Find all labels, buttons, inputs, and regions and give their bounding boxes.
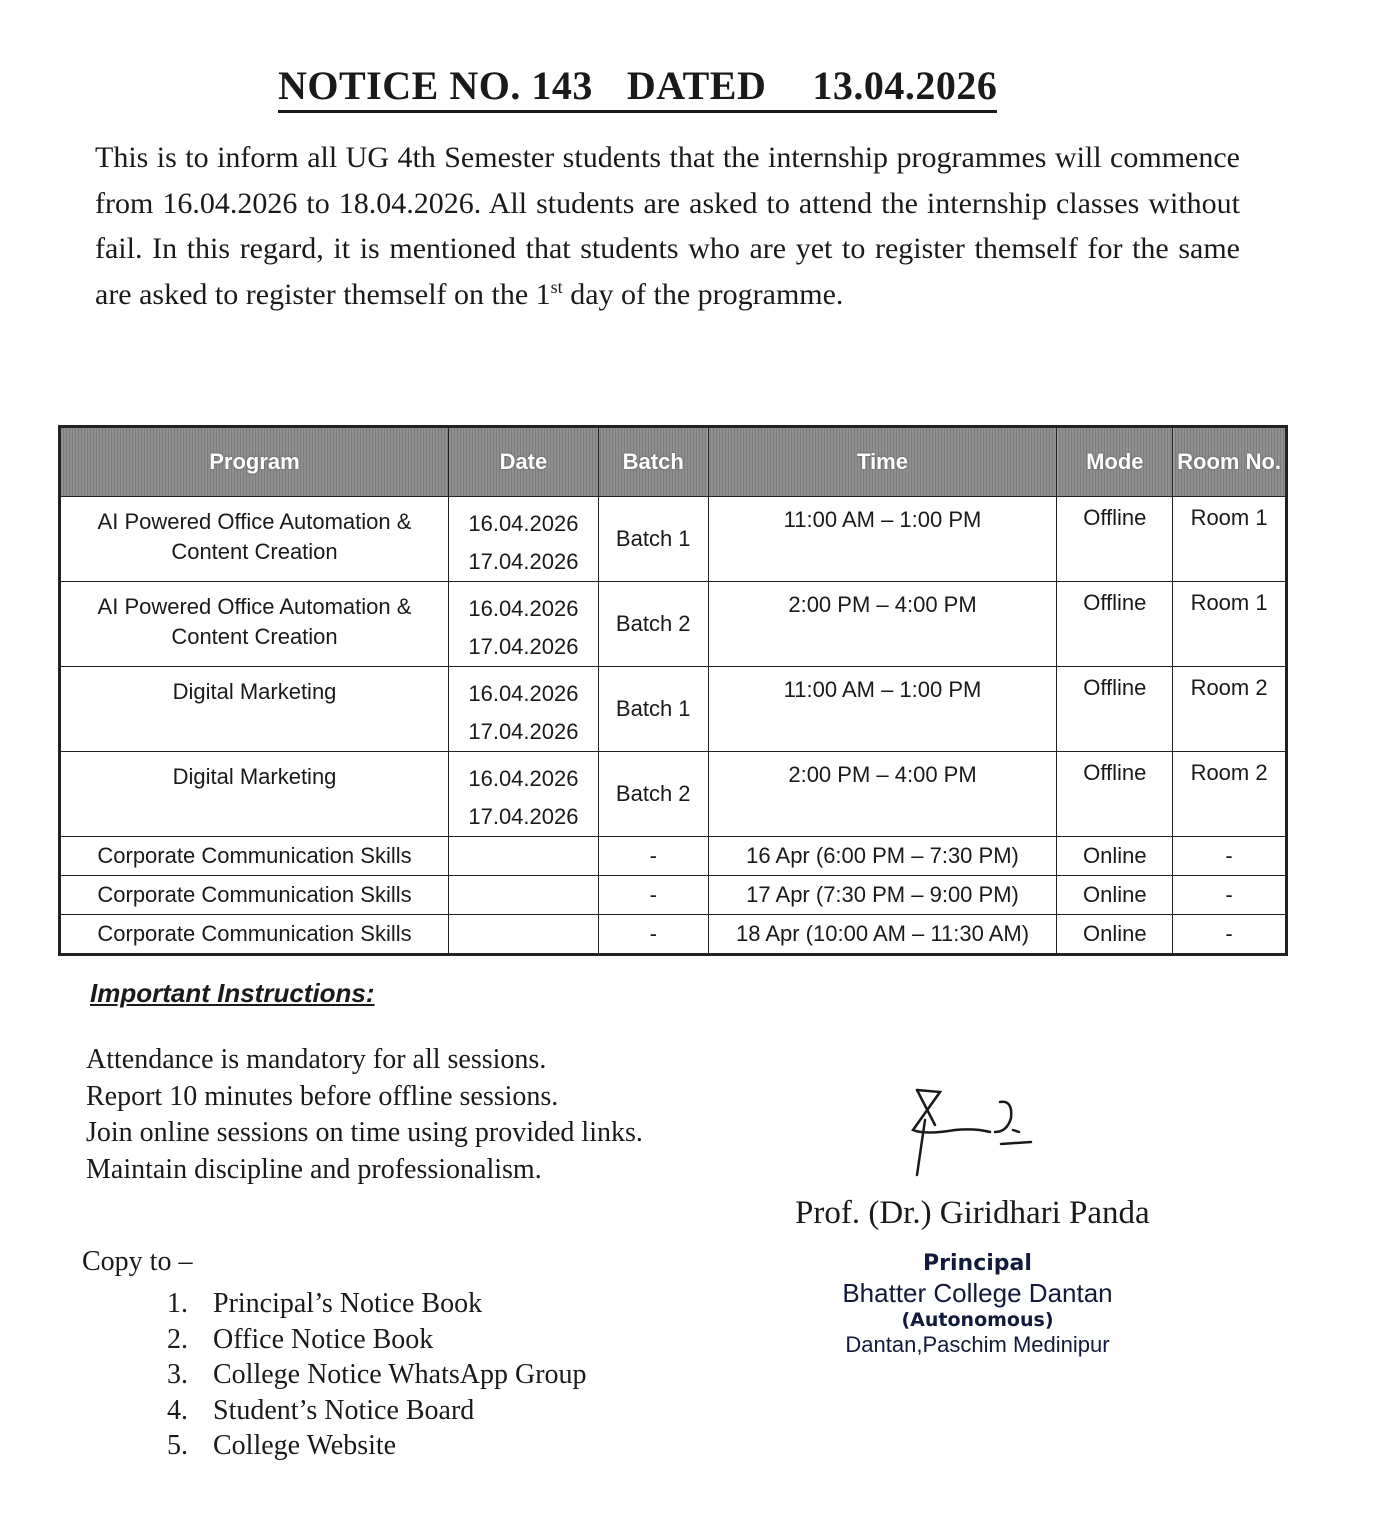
instruction-item: Report 10 minutes before offline sessions.	[86, 1080, 559, 1112]
table-header-row	[60, 427, 1287, 497]
cell-date-1: 16.04.2026	[468, 681, 579, 706]
table-row	[60, 915, 1287, 955]
notice-date: 13.04.2026	[812, 63, 998, 108]
header-program: Program	[60, 427, 449, 497]
cell-mode: Online	[1057, 876, 1173, 915]
copy-to-num: 2.	[167, 1323, 188, 1355]
cell-batch: Batch 1	[598, 497, 708, 582]
copy-to-num: 1.	[167, 1288, 188, 1319]
instructions-list	[86, 1042, 643, 1188]
cell-mode: Online	[1057, 837, 1173, 876]
cell-program: Corporate Communication Skills	[60, 837, 449, 876]
copy-to-label: Student’s Notice Board	[213, 1394, 475, 1426]
stamp-status: (Autonomous)	[901, 1309, 1054, 1331]
cell-time: 16 Apr (6:00 PM – 7:30 PM)	[708, 837, 1057, 876]
cell-room: Room 2	[1173, 667, 1287, 752]
cell-date	[449, 752, 599, 837]
notice-body	[95, 135, 1240, 317]
copy-to-list	[167, 1286, 587, 1464]
cell-date-2: 17.04.2026	[468, 549, 579, 574]
cell-date	[449, 915, 599, 955]
cell-batch: -	[598, 837, 708, 876]
cell-time: 2:00 PM – 4:00 PM	[708, 582, 1057, 667]
signatory-name: Prof. (Dr.) Giridhari Panda	[795, 1195, 1150, 1231]
table-row	[60, 667, 1287, 752]
cell-date-2: 17.04.2026	[468, 634, 579, 659]
notice-title	[278, 62, 997, 113]
cell-date	[449, 667, 599, 752]
cell-mode: Offline	[1057, 667, 1173, 752]
copy-to-num: 3.	[167, 1359, 188, 1390]
cell-program: Digital Marketing	[60, 752, 449, 837]
cell-mode: Online	[1057, 915, 1173, 955]
cell-room: -	[1173, 837, 1287, 876]
instruction-item: Join online sessions on time using provided links.	[86, 1117, 643, 1148]
cell-batch: -	[598, 915, 708, 955]
copy-to-label: College Notice WhatsApp Group	[213, 1359, 587, 1390]
cell-program: AI Powered Office Automation & Content Creation	[60, 497, 449, 582]
cell-mode: Offline	[1057, 497, 1173, 582]
cell-date-1: 16.04.2026	[468, 511, 579, 536]
cell-date	[449, 876, 599, 915]
copy-to-item	[167, 1322, 587, 1358]
principal-stamp	[800, 1250, 1155, 1358]
cell-date-2: 17.04.2026	[468, 804, 579, 829]
table-row	[60, 837, 1287, 876]
cell-program: Corporate Communication Skills	[60, 876, 449, 915]
header-batch: Batch	[598, 427, 708, 497]
cell-batch: -	[598, 876, 708, 915]
header-time: Time	[708, 427, 1057, 497]
notice-body-text: This is to inform all UG 4th Semester students that the internship programmes will commence from 16.04.2026 to 18.04.2026. All students are asked to attend the internship classes without fail. In this regard, it is mentioned that students who are yet to register themself for the same are asked to register themself on the 1	[95, 141, 1240, 311]
cell-room: Room 2	[1173, 752, 1287, 837]
copy-to-item	[167, 1428, 587, 1464]
instruction-item: Attendance is mandatory for all sessions.	[86, 1044, 547, 1075]
notice-body-sup: st	[550, 276, 563, 297]
cell-date	[449, 582, 599, 667]
copy-to-label: College Website	[213, 1430, 397, 1461]
notice-number: NOTICE NO. 143	[278, 63, 593, 108]
cell-time: 11:00 AM – 1:00 PM	[708, 667, 1057, 752]
stamp-designation: Principal	[923, 1251, 1032, 1276]
header-date: Date	[449, 427, 599, 497]
notice-dated-label: DATED	[626, 63, 767, 108]
table-row	[60, 582, 1287, 667]
copy-to-heading: Copy to –	[82, 1246, 193, 1277]
copy-to-item	[167, 1393, 587, 1429]
cell-program: Digital Marketing	[60, 667, 449, 752]
copy-to-num: 4.	[167, 1394, 188, 1426]
copy-to-item	[167, 1357, 587, 1393]
cell-program: Corporate Communication Skills	[60, 915, 449, 955]
copy-to-item	[167, 1286, 587, 1322]
table-row	[60, 876, 1287, 915]
handwritten-signature	[895, 1080, 1045, 1180]
cell-time: 11:00 AM – 1:00 PM	[708, 497, 1057, 582]
cell-room: Room 1	[1173, 497, 1287, 582]
cell-room: -	[1173, 876, 1287, 915]
copy-to-label: Office Notice Book	[213, 1323, 434, 1355]
cell-mode: Offline	[1057, 752, 1173, 837]
cell-batch: Batch 2	[598, 752, 708, 837]
cell-time: 17 Apr (7:30 PM – 9:00 PM)	[708, 876, 1057, 915]
cell-batch: Batch 2	[598, 582, 708, 667]
cell-time: 2:00 PM – 4:00 PM	[708, 752, 1057, 837]
header-mode: Mode	[1057, 427, 1173, 497]
instruction-item: Maintain discipline and professionalism.	[86, 1153, 542, 1185]
cell-batch: Batch 1	[598, 667, 708, 752]
instructions-heading: Important Instructions:	[90, 978, 375, 1008]
cell-date-1: 16.04.2026	[468, 766, 579, 791]
stamp-college: Bhatter College Dantan	[842, 1278, 1113, 1308]
cell-program: AI Powered Office Automation & Content Creation	[60, 582, 449, 667]
cell-room: Room 1	[1173, 582, 1287, 667]
copy-to-num: 5.	[167, 1430, 188, 1461]
copy-to-label: Principal’s Notice Book	[213, 1288, 483, 1319]
table-row	[60, 752, 1287, 837]
cell-time: 18 Apr (10:00 AM – 11:30 AM)	[708, 915, 1057, 955]
cell-date-1: 16.04.2026	[468, 596, 579, 621]
notice-body-text-end: day of the programme.	[562, 277, 844, 311]
cell-mode: Offline	[1057, 582, 1173, 667]
cell-date	[449, 497, 599, 582]
header-room: Room No.	[1173, 427, 1287, 497]
table-row	[60, 497, 1287, 582]
cell-date-2: 17.04.2026	[468, 719, 579, 744]
stamp-address: Dantan,Paschim Medinipur	[845, 1332, 1110, 1357]
cell-date	[449, 837, 599, 876]
schedule-table	[58, 425, 1288, 956]
cell-room: -	[1173, 915, 1287, 955]
